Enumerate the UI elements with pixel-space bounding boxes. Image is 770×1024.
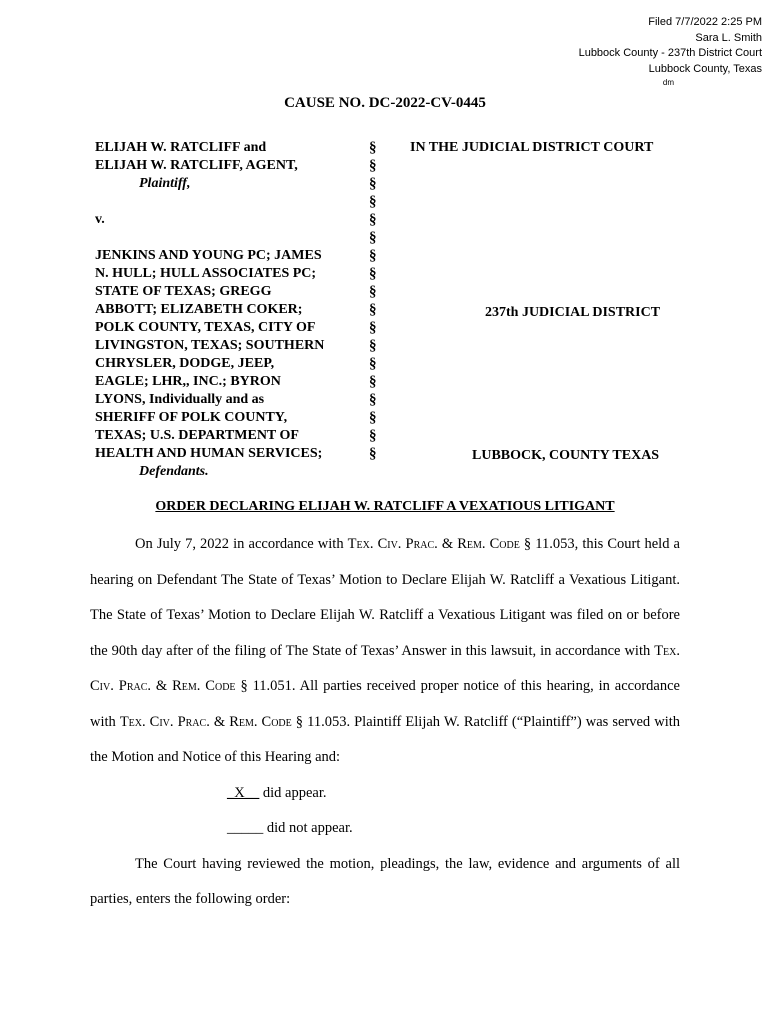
county-name: LUBBOCK, COUNTY TEXAS: [472, 448, 660, 463]
section-symbol: §: [369, 428, 377, 444]
section-symbol: §: [369, 140, 377, 156]
section-symbol-column: [369, 139, 383, 463]
plaintiff-role: Plaintiff,: [139, 176, 191, 191]
order-title: ORDER DECLARING ELIJAH W. RATCLIFF A VEXATIOUS LITIGANT: [155, 499, 615, 514]
order-paragraph: The Court having reviewed the motion, pleadings, the law, evidence and arguments of all parties, enters the following order:: [90, 855, 680, 907]
section-symbol: §: [369, 392, 377, 408]
section-symbol: §: [369, 374, 377, 390]
order-body: [90, 527, 680, 918]
court-name: IN THE JUDICIAL DISTRICT COURT: [410, 140, 654, 155]
section-symbol: §: [369, 194, 377, 210]
section-symbol: §: [369, 284, 377, 300]
section-symbol: §: [369, 446, 377, 462]
defendant-role: Defendants.: [139, 464, 209, 479]
versus: v.: [95, 212, 105, 227]
section-symbol: §: [369, 320, 377, 336]
did-not-appear-blank: _____: [227, 820, 264, 836]
stamp-filed-line: Filed 7/7/2022 2:25 PM: [648, 16, 762, 28]
appearance-did-not-appear: _____ did not appear.: [227, 820, 353, 836]
section-symbol: §: [369, 212, 377, 228]
defendant-line: EAGLE; LHR,, INC.; BYRON: [95, 374, 281, 389]
plaintiff-line: ELIJAH W. RATCLIFF and: [95, 140, 267, 155]
stamp-initials: dm: [662, 78, 674, 87]
defendant-line: TEXAS; U.S. DEPARTMENT OF: [95, 428, 299, 443]
caption-parties: [95, 139, 355, 481]
section-symbol: §: [369, 266, 377, 282]
defendant-line: STATE OF TEXAS; GREGG: [95, 284, 272, 299]
defendant-line: JENKINS AND YOUNG PC; JAMES: [95, 248, 322, 263]
section-symbol: §: [369, 302, 377, 318]
statute-code: Tex. Civ. Prac. & Rem. Code: [347, 536, 520, 552]
filing-stamp: [579, 15, 762, 88]
defendant-line: LIVINGSTON, TEXAS; SOUTHERN: [95, 338, 325, 353]
defendant-line: POLK COUNTY, TEXAS, CITY OF: [95, 320, 316, 335]
section-symbol: §: [369, 410, 377, 426]
stamp-clerk-line: Sara L. Smith: [695, 31, 762, 44]
defendant-line: ABBOTT; ELIZABETH COKER;: [95, 302, 303, 317]
stamp-court-line: Lubbock County - 237th District Court: [578, 47, 762, 59]
section-symbol: §: [369, 176, 377, 192]
statute-code: Tex. Civ. Prac. & Rem. Code: [119, 713, 292, 730]
appearance-did-appear: _X__ did appear.: [227, 784, 327, 801]
defendant-line: LYONS, Individually and as: [95, 392, 265, 407]
cause-number: CAUSE NO. DC-2022-CV-0445: [284, 95, 486, 111]
defendant-line: N. HULL; HULL ASSOCIATES PC;: [95, 266, 317, 281]
order-paragraph: On July 7, 2022 in accordance with Tex. Civ. Prac. & Rem. Code § 11.053, this Court held a hearing on Defendant The State of Texas’ Motion to Declare Elijah W. Ratcliff a Vexatious Litigant. The State of Texas’ Motion to Declare Elijah W. Ratcliff a Vexatious Litigant was filed on or before the 90th day after of the filing of The State of Texas’ Answer in this lawsuit, in accordance with Tex. Civ. Prac. & Rem. Code § 11.051. All parties received proper notice of this hearing, in accordance with Tex. Civ. Prac. & Rem. Code § 11.053. Plaintiff Elijah W. Ratcliff (“Plaintiff”) was served with the Motion and Notice of this Hearing and:: [90, 536, 680, 765]
statute-code: Tex. Civ. Prac. & Rem. Code: [90, 642, 680, 694]
section-symbol: §: [369, 356, 377, 372]
section-symbol: §: [369, 338, 377, 354]
stamp-county-line: Lubbock County, Texas: [648, 62, 762, 75]
section-symbol: §: [369, 248, 377, 264]
defendant-line: SHERIFF OF POLK COUNTY,: [95, 410, 288, 425]
judicial-district: 237th JUDICIAL DISTRICT: [485, 305, 661, 320]
section-symbol: §: [369, 158, 377, 174]
section-symbol: §: [369, 230, 377, 246]
defendant-line: CHRYSLER, DODGE, JEEP,: [95, 356, 275, 371]
plaintiff-line: ELIJAH W. RATCLIFF, AGENT,: [95, 158, 298, 173]
defendant-line: HEALTH AND HUMAN SERVICES;: [95, 446, 323, 461]
did-appear-blank: _X__: [227, 784, 260, 801]
